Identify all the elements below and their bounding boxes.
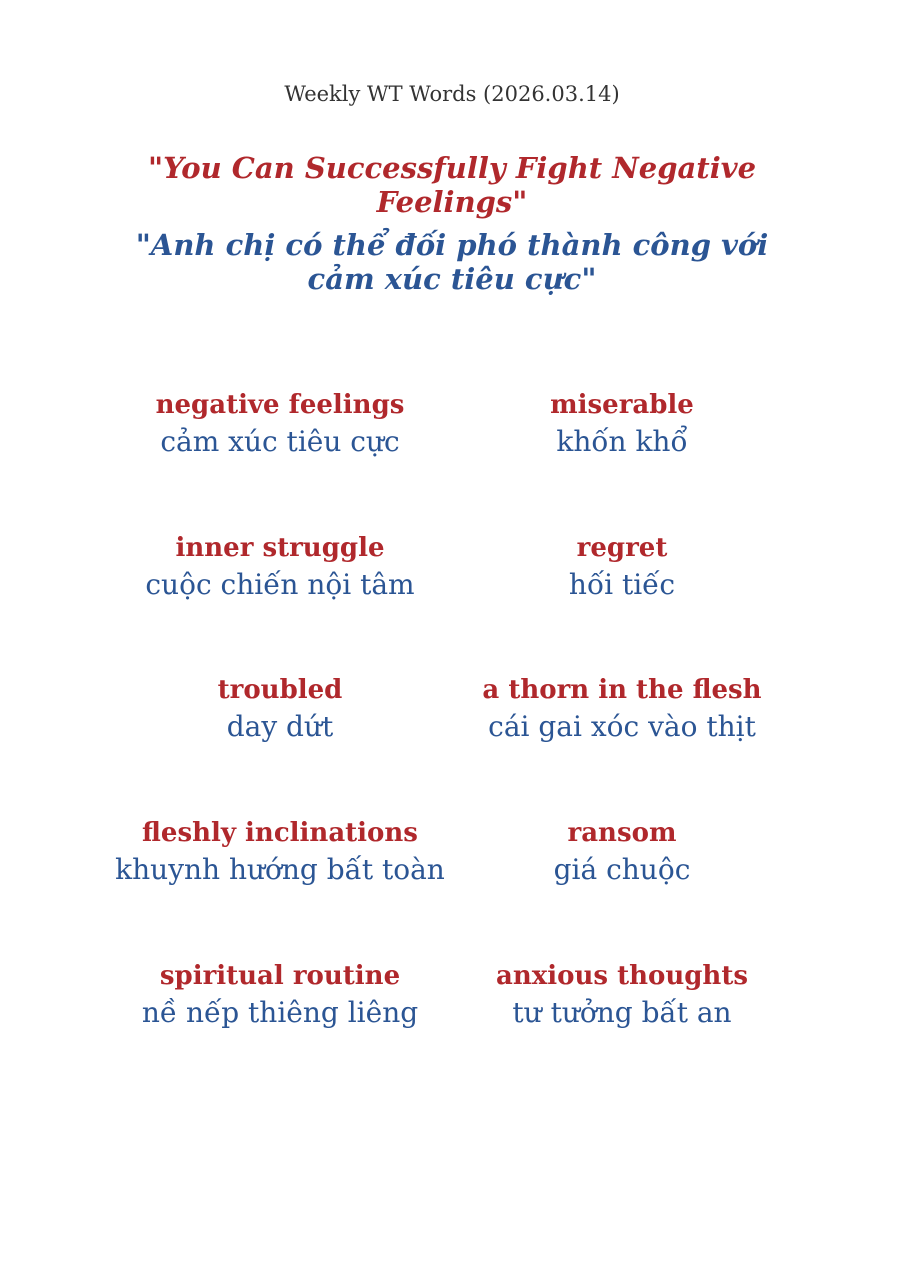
vocab-vietnamese: nề nếp thiêng liêng — [141, 996, 419, 1029]
vocab-english: spiritual routine — [159, 961, 401, 991]
vocab-vietnamese: khốn khổ — [556, 425, 688, 458]
vocab-vietnamese: cái gai xóc vào thịt — [488, 710, 756, 743]
vocab-item — [80, 816, 480, 890]
vocab-english: fleshly inclinations — [142, 818, 418, 848]
vocab-vietnamese: cuộc chiến nội tâm — [145, 568, 415, 601]
vocab-item — [422, 531, 822, 605]
vocab-english: negative feelings — [155, 390, 405, 420]
vocab-vietnamese: hối tiếc — [568, 568, 676, 601]
vocab-vietnamese: cảm xúc tiêu cực — [160, 425, 400, 458]
vocab-english: regret — [576, 533, 668, 563]
vocab-english: inner struggle — [175, 533, 385, 563]
vocab-vietnamese: khuynh hướng bất toàn — [115, 853, 445, 886]
vocab-item — [80, 673, 480, 747]
vocab-vietnamese: giá chuộc — [553, 853, 691, 886]
vocab-item — [422, 673, 822, 747]
page-header: Weekly WT Words (2026.03.14) — [284, 82, 620, 106]
vocab-item — [422, 816, 822, 890]
vocab-item — [80, 959, 480, 1033]
title-vietnamese: "Anh chị có thể đối phó thành công với cảm xúc tiêu cực" — [135, 228, 769, 296]
vocab-vietnamese: day dứt — [226, 710, 334, 743]
vocab-item — [422, 388, 822, 462]
vocab-english: miserable — [550, 390, 694, 420]
vocab-english: ransom — [567, 818, 677, 848]
vocab-item — [80, 388, 480, 462]
vocab-item — [422, 959, 822, 1033]
vocab-english: troubled — [217, 675, 343, 705]
vocab-english: anxious thoughts — [496, 961, 748, 991]
vocab-item — [80, 531, 480, 605]
title-english: "You Can Successfully Fight Negative Feelings" — [147, 151, 757, 219]
vocab-english: a thorn in the flesh — [482, 675, 762, 705]
vocab-vietnamese: tư tưởng bất an — [512, 996, 732, 1029]
